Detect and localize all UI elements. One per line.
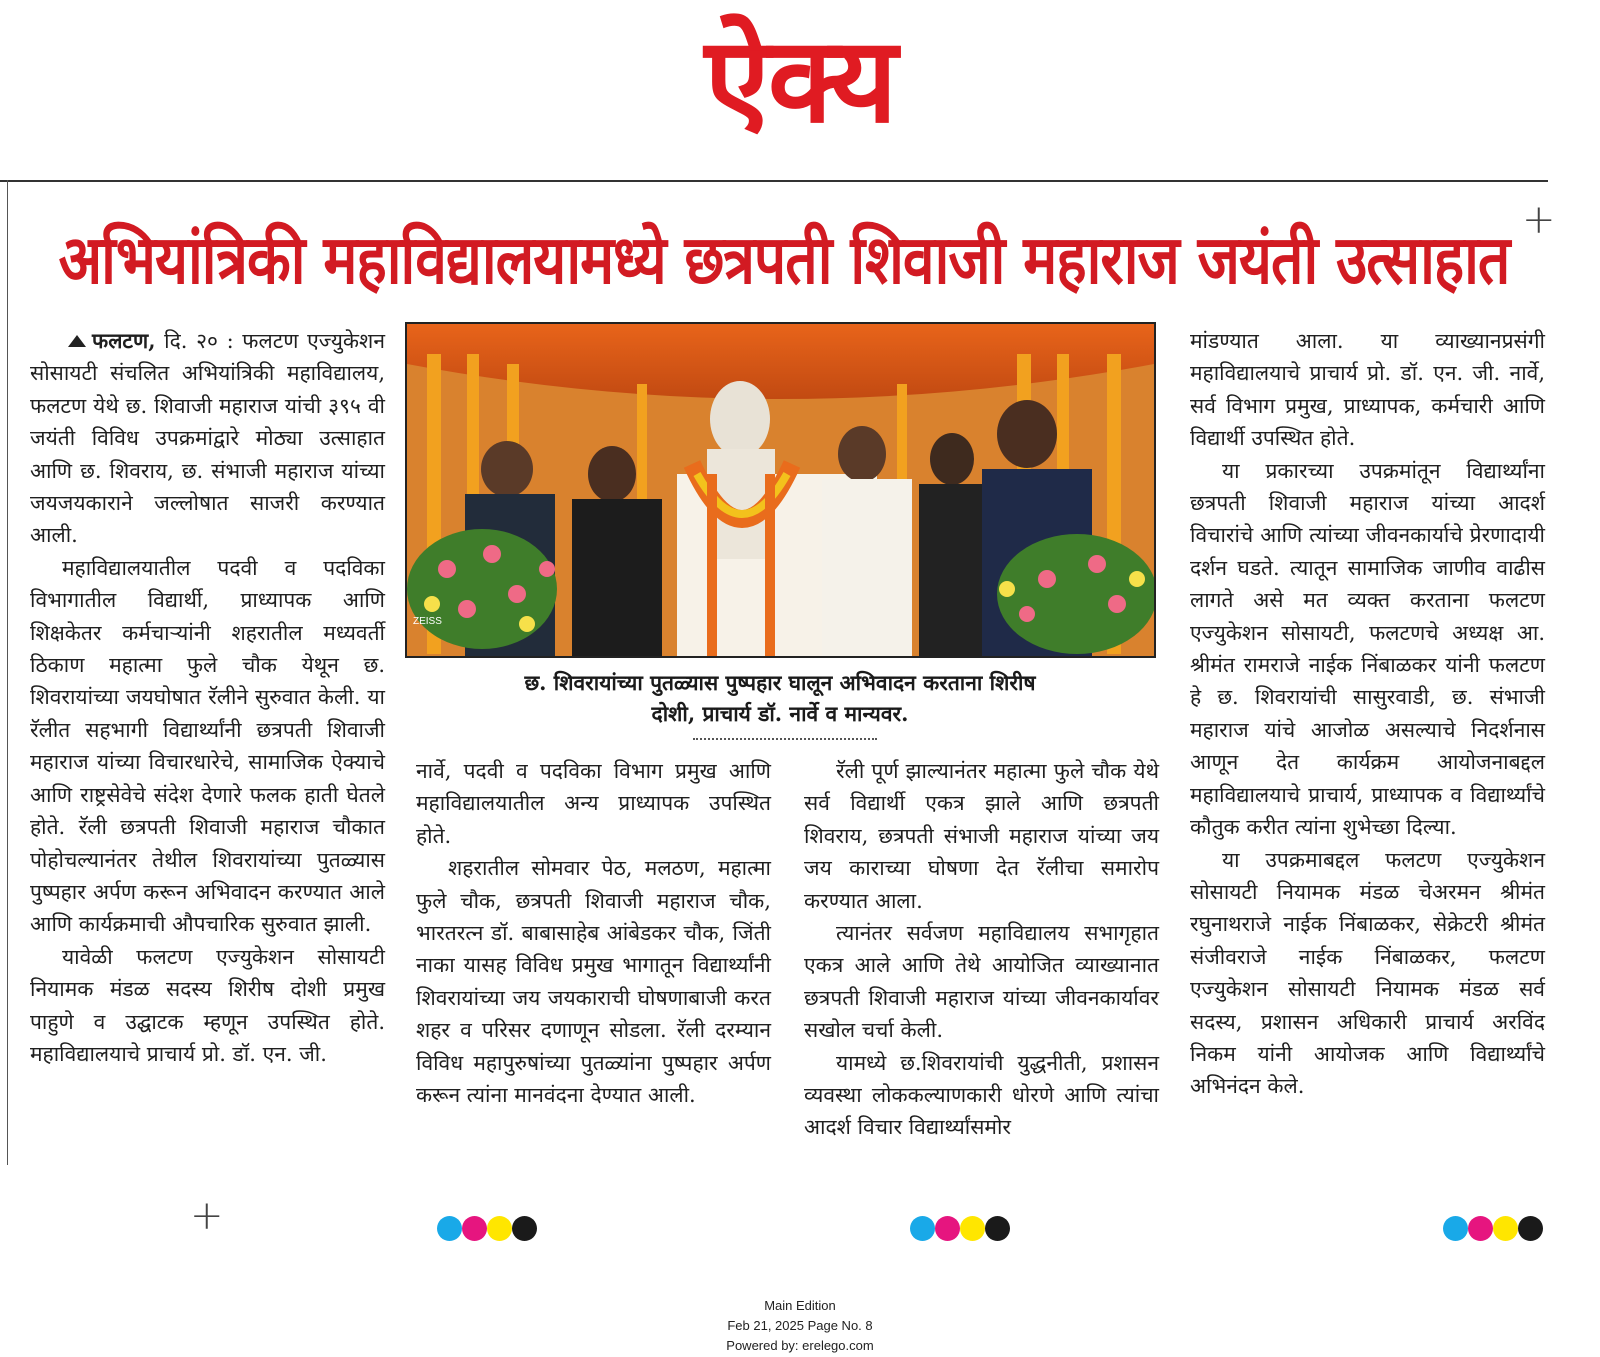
- yellow-dot-icon: [487, 1216, 512, 1241]
- article-column-4: [1190, 325, 1545, 1103]
- article-column-1: [30, 325, 385, 1070]
- registration-marks: [437, 1216, 537, 1242]
- powered-by-label: Powered by: erelego.com: [726, 1338, 874, 1353]
- magenta-dot-icon: [1468, 1216, 1493, 1241]
- article-paragraph: शहरातील सोमवार पेठ, मलठण, महात्मा फुले चौक, छत्रपती शिवाजी महाराज चौक, भारतरत्न डॉ. बाबासाहेब आंबेडकर चौक, जिंती नाका यासह विविध प्रमुख भागातून विद्यार्थ्यांनी शिवरायांच्या जय जयकाराची घोषणाबाजी करत शहर व परिसर दणाणून सोडला. रॅली दरम्यान विविध महापुरुषांच्या पुतळ्यांना पुष्पहार अर्पण करून त्यांना मानवंदना देण्यात आली.: [416, 856, 771, 1108]
- column-rule-left: [7, 180, 8, 1165]
- headline: [24, 212, 1544, 302]
- masthead: [0, 10, 1600, 150]
- registration-marks: [1443, 1216, 1543, 1242]
- magenta-dot-icon: [462, 1216, 487, 1241]
- footer: [0, 1296, 1600, 1356]
- article-paragraph: यामध्ये छ.शिवरायांची युद्धनीती, प्रशासन व्यवस्था लोककल्याणकारी धोरणे आणि त्यांचा आदर्श विचार विद्यार्थ्यांसमोर: [804, 1050, 1159, 1140]
- cyan-dot-icon: [437, 1216, 462, 1241]
- article-paragraph: या उपक्रमाबद्दल फलटण एज्युकेशन सोसायटी नियामक मंडळ चेअरमन श्रीमंत रघुनाथराजे नाईक निंबाळकर, सेक्रेटरी श्रीमंत संजीवराजे नाईक निंबाळकर, फलटण एज्युकेशन सोसायटी नियामक मंडळ सर्व सदस्य, प्रशासन अधिकारी प्राचार्य अरविंद निकम यांनी आयोजक आणि विद्यार्थ्यांचे अभिनंदन केले.: [1190, 847, 1545, 1099]
- article-paragraph: या प्रकारच्या उपक्रमांतून विद्यार्थ्यांना छत्रपती शिवाजी महाराज यांच्या आदर्श विचारांचे आणि त्यांच्या जीवनकार्याचे प्रेरणादायी दर्शन घडते. त्यातून सामाजिक जाणीव वाढीस लागते असे मत व्यक्त करताना फलटण एज्युकेशन सोसायटी, फलटणचे अध्यक्ष आ. श्रीमंत रामराजे नाईक निंबाळकर यांनी फलटण हे छ. शिवरायांची सासुरवाडी, छ. संभाजी महाराज यांचे आजोळ असल्याचे निदर्शनास आणून देत कार्यक्रम आयोजनाबद्दल महाविद्यालयाचे प्राचार्य, प्राध्यापक व विद्यार्थ्यांचे कौतुक करीत त्यांना शुभेच्छा दिल्या.: [1190, 458, 1545, 840]
- black-dot-icon: [985, 1216, 1010, 1241]
- caption-divider: [693, 738, 877, 740]
- photo-illustration: [407, 324, 1154, 656]
- article-paragraph: फलटण, दि. २० : फलटण एज्युकेशन सोसायटी संचलित अभियांत्रिकी महाविद्यालय, फलटण येथे छ. शिवाजी महाराज यांची ३९५ वी जयंती विविध उपक्रमांद्वारे मोठ्या उत्साहात आणि छ. शिवराय, छ. संभाजी महाराज यांच्या जयजयकाराने जल्लोषात साजरी करण्यात आली.: [30, 328, 385, 548]
- article-column-3: [804, 755, 1159, 1144]
- headline-text: अभियांत्रिकी महाविद्यालयामध्ये छत्रपती शिवाजी महाराज जयंती उत्साहात: [58, 221, 1510, 300]
- edition-label: Main Edition: [764, 1298, 836, 1313]
- newspaper-title: ऐक्य: [704, 11, 896, 149]
- crop-mark-icon: +: [1522, 197, 1556, 243]
- cyan-dot-icon: [910, 1216, 935, 1241]
- header-rule: [0, 180, 1548, 182]
- article-paragraph: महाविद्यालयातील पदवी व पदविका विभागातील विद्यार्थी, प्राध्यापक आणि शिक्षकेतर कर्मचाऱ्यांनी शहरातील मध्यवर्ती ठिकाण महात्मा फुले चौक येथून छ. शिवरायांच्या जयघोषात रॅलीने सुरुवात केली. या रॅलीत सहभागी विद्यार्थ्यांनी छत्रपती शिवाजी महाराज यांच्या विचारधारेचे, सामाजिक ऐक्याचे आणि राष्ट्रसेवेचे संदेश देणारे फलक हाती घेतले होते. रॅली छत्रपती शिवाजी महाराज चौकात पोहोचल्यानंतर तेथील शिवरायांच्या पुतळ्यास पुष्पहार अर्पण करून अभिवादन करण्यात आले आणि कार्यक्रमाची औपचारिक सुरुवात झाली.: [30, 555, 385, 937]
- date-page-label: Feb 21, 2025 Page No. 8: [727, 1318, 873, 1333]
- article-paragraph: रॅली पूर्ण झाल्यानंतर महात्मा फुले चौक येथे सर्व विद्यार्थी एकत्र झाले आणि छत्रपती शिवराय, छत्रपती संभाजी महाराज यांच्या जय जय काराच्या घोषणा देत रॅलीचा समारोप करण्यात आला.: [804, 759, 1159, 913]
- caption-line: दोशी, प्राचार्य डॉ. नार्वे व मान्यवर.: [651, 701, 909, 726]
- article-photo: [405, 322, 1156, 658]
- cyan-dot-icon: [1443, 1216, 1468, 1241]
- black-dot-icon: [1518, 1216, 1543, 1241]
- article-column-2: [416, 755, 771, 1111]
- crop-mark-icon: +: [190, 1193, 224, 1239]
- article-paragraph: त्यानंतर सर्वजण महाविद्यालय सभागृहात एकत्र आले आणि तेथे आयोजित व्याख्यानात छत्रपती शिवाजी महाराज यांच्या जीवनकार्यावर सखोल चर्चा केली.: [804, 921, 1159, 1043]
- black-dot-icon: [512, 1216, 537, 1241]
- dateline: फलटण,: [92, 328, 156, 353]
- yellow-dot-icon: [960, 1216, 985, 1241]
- magenta-dot-icon: [935, 1216, 960, 1241]
- triangle-bullet-icon: [68, 335, 86, 347]
- article-paragraph: मांडण्यात आला. या व्याख्यानप्रसंगी महाविद्यालयाचे प्राचार्य प्रो. डॉ. एन. जी. नार्वे, सर्व विभाग प्रमुख, प्राध्यापक, कर्मचारी आणि विद्यार्थी उपस्थित होते.: [1190, 329, 1545, 451]
- article-paragraph: यावेळी फलटण एज्युकेशन सोसायटी नियामक मंडळ सदस्य शिरीष दोशी प्रमुख पाहुणे व उद्घाटक म्हणून उपस्थित होते. महाविद्यालयाचे प्राचार्य प्रो. डॉ. एन. जी.: [30, 944, 385, 1066]
- yellow-dot-icon: [1493, 1216, 1518, 1241]
- photo-watermark: ZEISS: [413, 616, 442, 627]
- article-paragraph: नार्वे, पदवी व पदविका विभाग प्रमुख आणि महाविद्यालयातील अन्य प्राध्यापक उपस्थित होते.: [416, 759, 771, 848]
- registration-marks: [910, 1216, 1010, 1242]
- caption-line: छ. शिवरायांच्या पुतळ्यास पुष्पहार घालून अभिवादन करताना शिरीष: [524, 670, 1036, 695]
- photo-caption: [440, 667, 1120, 729]
